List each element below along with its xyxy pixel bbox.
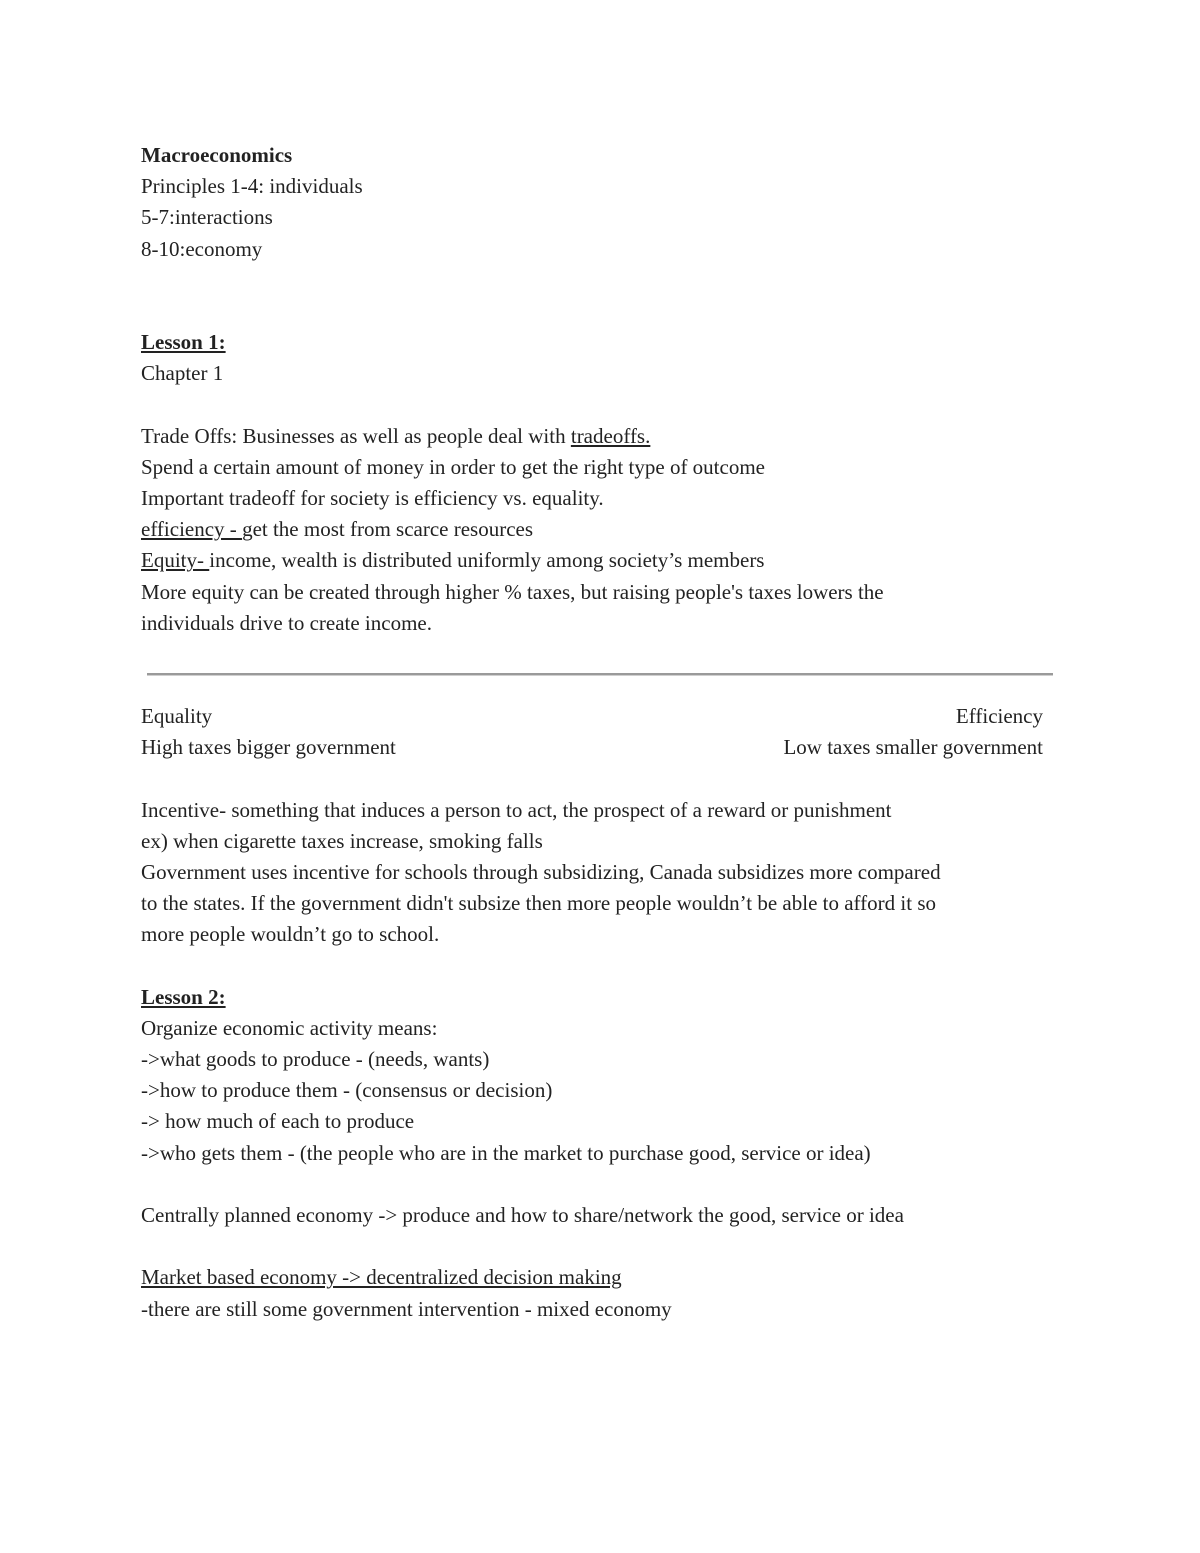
efficiency-term: efficiency -	[141, 517, 243, 542]
list-item: ->what goods to produce - (needs, wants)	[141, 1047, 490, 1072]
centrally-planned-line: Centrally planned economy -> produce and how to share/network the good, service or idea	[141, 1203, 904, 1227]
equality-description: High taxes bigger government	[141, 735, 396, 760]
list-item: -> how much of each to produce	[141, 1109, 415, 1134]
tradeoffs-line	[141, 421, 1043, 452]
chapter-label: Chapter 1	[141, 361, 224, 386]
interactions-line: 5-7:interactions	[141, 205, 273, 230]
spacer	[141, 265, 1043, 296]
efficiency-title: Efficiency	[955, 704, 1043, 728]
document-page	[141, 140, 1043, 1325]
efficiency-definition: get the most from scarce resources	[242, 517, 534, 542]
organize-line: Organize economic activity means:	[141, 1015, 438, 1040]
equity-definition: income, wealth is distributed uniformly among society’s members	[209, 548, 765, 573]
comparison-descriptions	[141, 732, 1043, 763]
spacer	[141, 763, 1043, 794]
tradeoffs-text: Trade Offs: Businesses as well as people deal with	[141, 423, 571, 448]
spacer	[141, 390, 1043, 421]
equity-line	[141, 545, 1043, 576]
list-item: ->who gets them - (the people who are in the market to purchase good, service or idea)	[141, 1140, 871, 1165]
more-equity-line-1: More equity can be created through higher % taxes, but raising people's taxes lowers the	[141, 579, 884, 604]
economy-line: 8-10:economy	[141, 236, 263, 261]
equity-term: Equity-	[141, 548, 210, 573]
market-based-line	[141, 1262, 1043, 1293]
comparison-titles	[141, 701, 1043, 732]
efficiency-line	[141, 514, 1043, 545]
spacer	[141, 1169, 1043, 1200]
incentive-line-1: Incentive- something that induces a person to act, the prospect of a reward or punishment	[141, 797, 892, 822]
lesson-2-heading: Lesson 2:	[141, 984, 226, 1009]
lesson-1-heading: Lesson 1:	[141, 330, 226, 355]
spend-line: Spend a certain amount of money in order to get the right type of outcome	[141, 454, 765, 479]
spacer	[141, 296, 1043, 327]
divider-wrap	[141, 639, 1043, 701]
spacer	[141, 951, 1043, 982]
spacer	[141, 1231, 1043, 1262]
incentive-line-5: more people wouldn’t go to school.	[141, 922, 440, 947]
efficiency-description: Low taxes smaller government	[783, 735, 1043, 760]
document-title: Macroeconomics	[141, 143, 293, 167]
tradeoffs-term: tradeoffs.	[570, 423, 651, 448]
incentive-line-4: to the states. If the government didn't subsize then more people wouldn’t be able to afford it so	[141, 891, 936, 916]
more-equity-line-2: individuals drive to create income.	[141, 610, 432, 635]
list-item: ->how to produce them - (consensus or decision)	[141, 1078, 553, 1103]
horizontal-divider	[147, 673, 1053, 676]
equality-title: Equality	[141, 704, 213, 728]
market-based-text: Market based economy -> decentralized decision making	[141, 1265, 622, 1290]
important-tradeoff-line: Important tradeoff for society is efficiency vs. equality.	[141, 486, 604, 511]
principles-line: Principles 1-4: individuals	[141, 174, 363, 199]
incentive-line-3: Government uses incentive for schools through subsidizing, Canada subsidizes more compared	[141, 859, 941, 884]
incentive-line-2: ex) when cigarette taxes increase, smoking falls	[141, 828, 543, 853]
mixed-economy-line: -there are still some government intervention - mixed economy	[141, 1296, 672, 1321]
